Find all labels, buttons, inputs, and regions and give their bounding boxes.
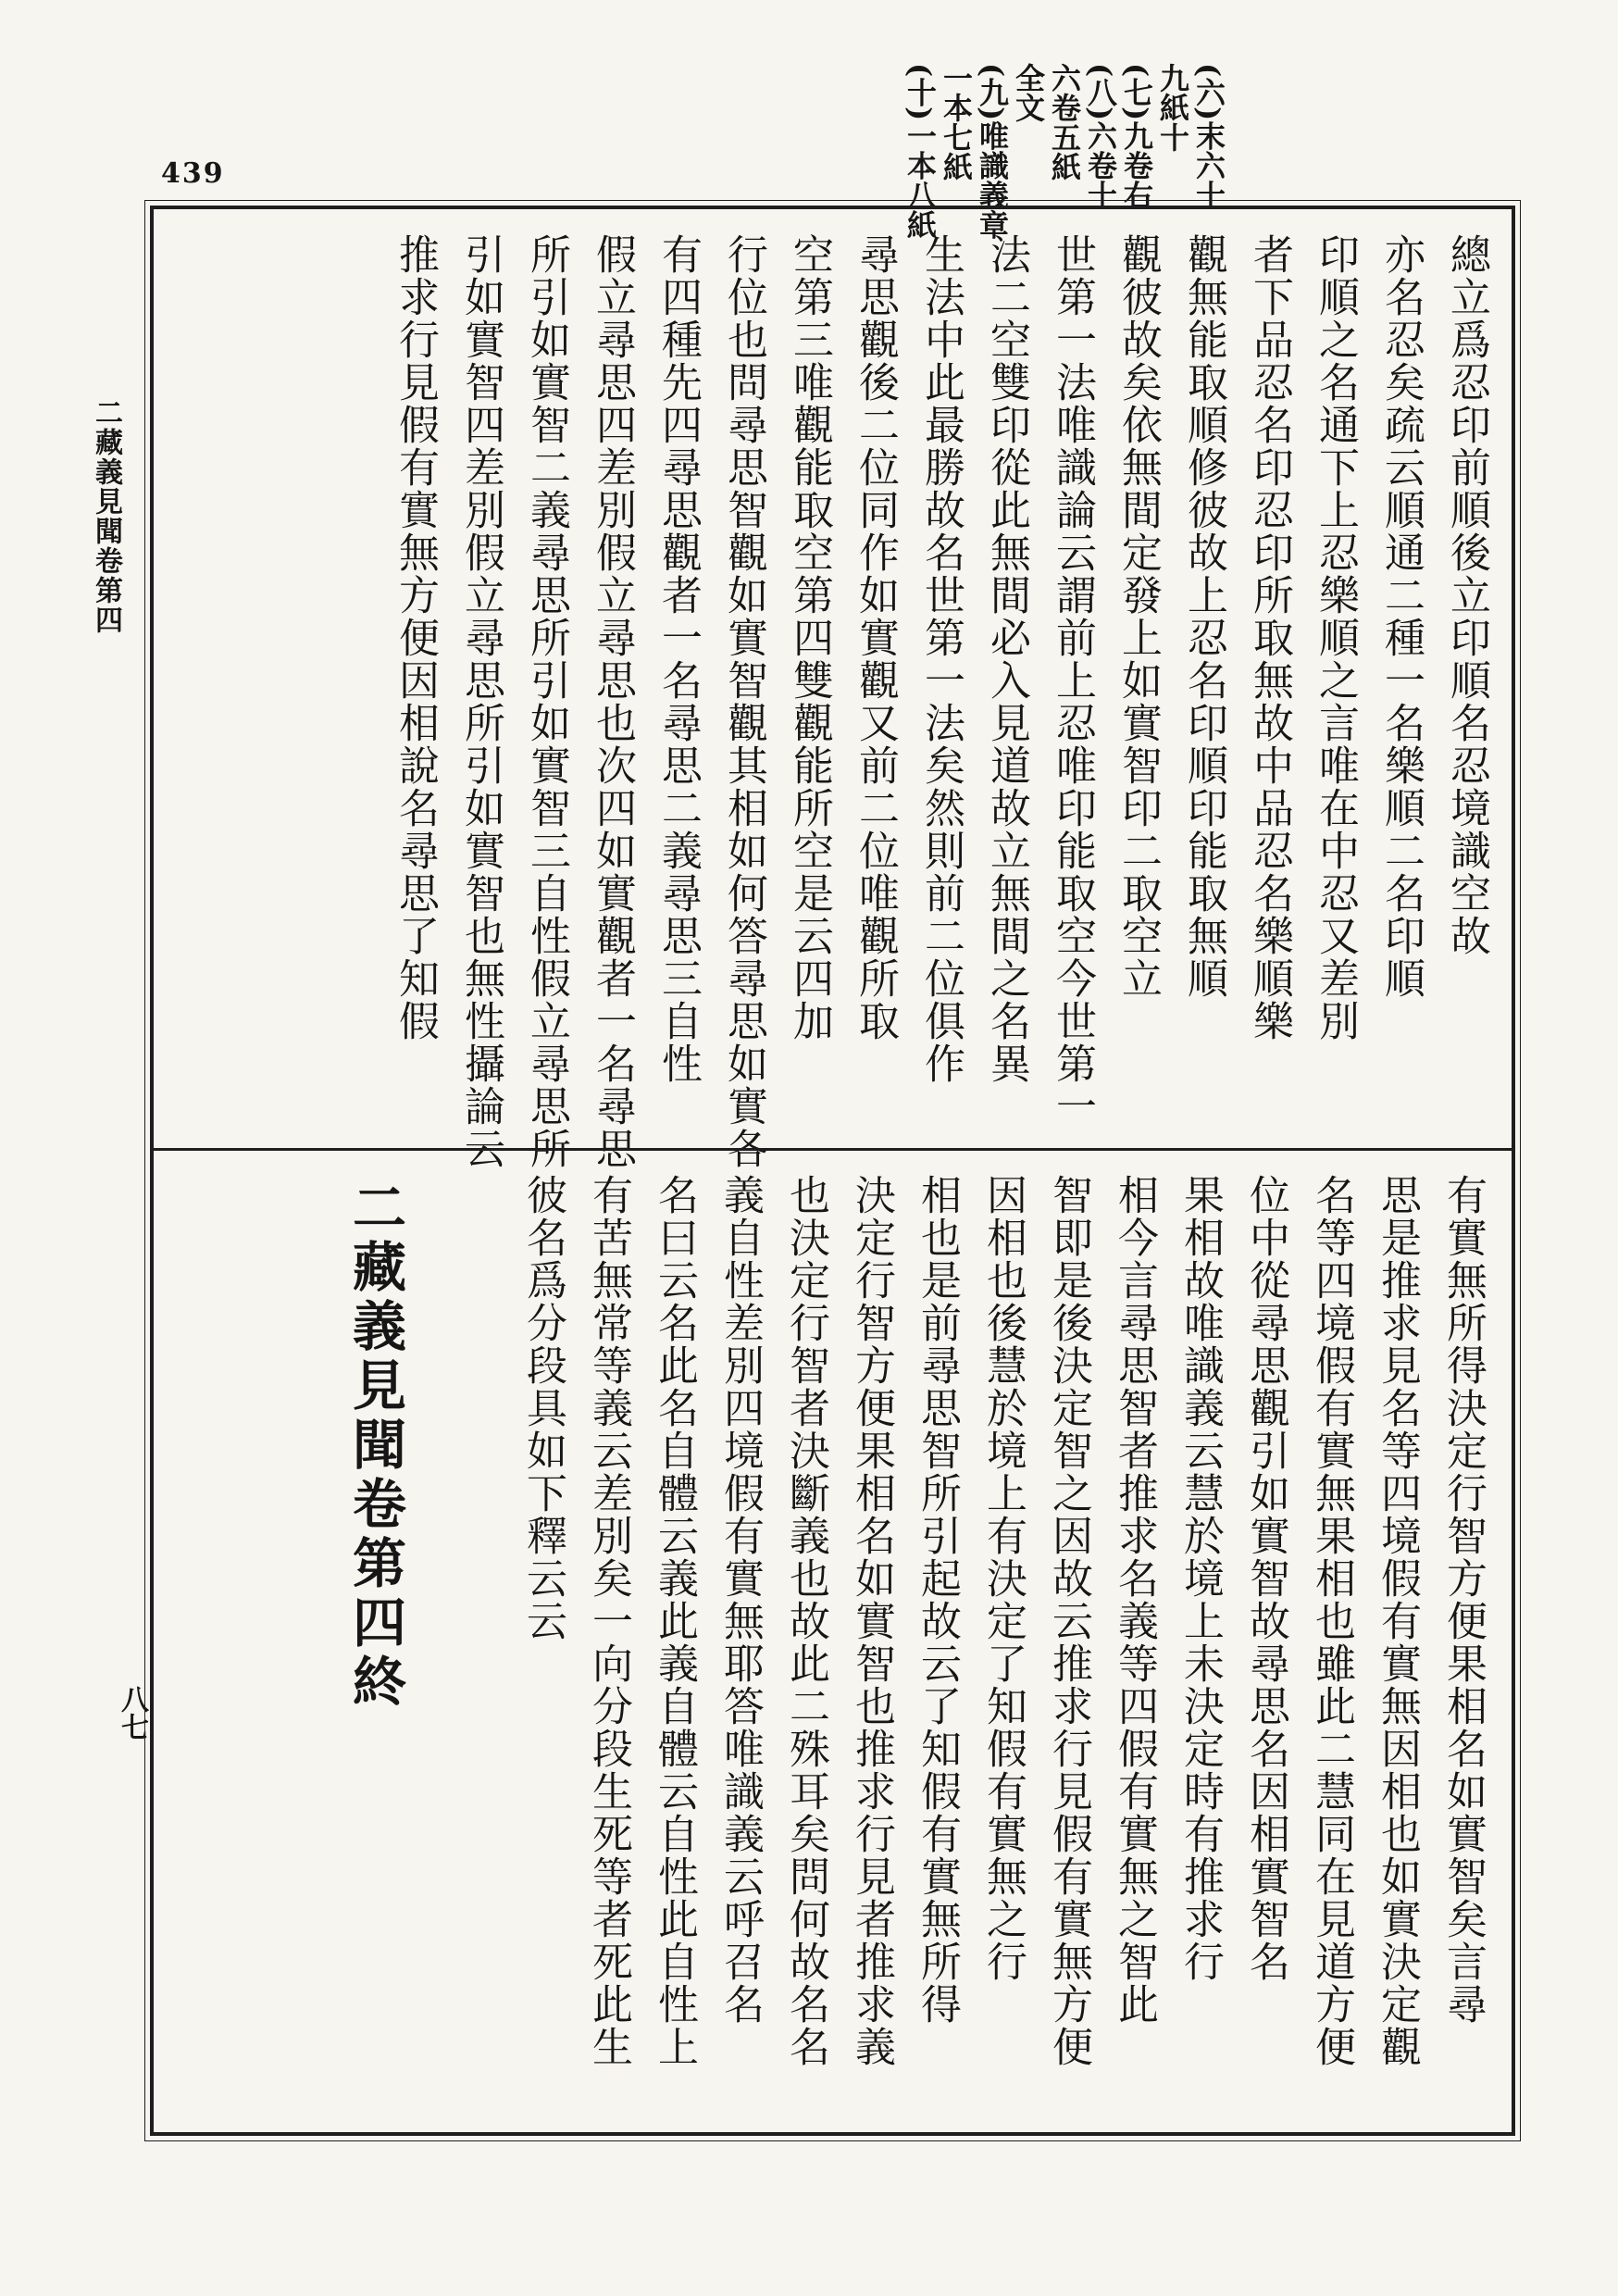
upper-register (386, 233, 1495, 1170)
margin-note: (十)一本八紙 (902, 63, 938, 240)
lower-register (340, 1174, 1491, 2118)
folio-number: 八七 (116, 1685, 148, 1741)
text-column: 因相也後慧於境上有決定了知假有實無之行 (979, 1174, 1027, 1983)
text-column: 也決定行智者決斷義也故此二殊耳矣問何故名名 (782, 1174, 829, 2068)
margin-note: 九紙十 (1155, 63, 1190, 152)
text-column: 名等四境假有實無果相也雖此二慧同在見道方便 (1308, 1174, 1355, 2068)
text-column: 觀彼故矣依無間定發上如實智印二取空立 (1114, 233, 1162, 1000)
text-column: 尋思觀後二位同作如實觀又前二位唯觀所取 (852, 233, 899, 1042)
margin-note: (八)六卷十 (1083, 63, 1118, 210)
text-column: 果相故唯識義云慧於境上未決定時有推求行 (1176, 1174, 1224, 1983)
text-column: 位中從尋思觀引如實智故尋思名因相實智名 (1242, 1174, 1289, 1983)
margin-note: 一本七紙 (939, 63, 974, 181)
text-column: 決定行智方便果相名如實智也推求行見者推求義 (848, 1174, 895, 2068)
text-column: 思是推求見名等四境假有實無因相也如實決定觀 (1374, 1174, 1421, 2068)
margin-note: 六卷五紙 (1047, 63, 1082, 181)
text-column: 總立爲忍印前順後立印順名忍境識空故 (1443, 233, 1490, 957)
text-frame (150, 206, 1515, 2136)
running-head: 二藏義見聞卷第四 (90, 398, 122, 635)
text-column: 推求行見假有實無方便因相說名尋思了知假 (392, 233, 439, 1042)
margin-note: (六)末六十 (1191, 63, 1226, 210)
text-column: 引如實智四差別假立尋思所引如實智也無性攝論云 (457, 233, 504, 1170)
text-column: 生法中此最勝故名世第一法矣然則前二位俱作 (917, 233, 965, 1085)
text-column: 觀無能取順修彼故上忍名印順印能取無順 (1180, 233, 1227, 1000)
page-number: 439 (161, 157, 225, 190)
text-column: 名曰云名此名自體云義此義自體云自性此自性上 (651, 1174, 698, 2068)
text-column: 世第一法唯識論云謂前上忍唯印能取空今世第一 (1049, 233, 1096, 1128)
text-column: 所引如實智二義尋思所引如實智三自性假立尋思所 (523, 233, 570, 1170)
margin-note: (九)唯識義章 (975, 63, 1010, 240)
margin-note: 全文 (1011, 63, 1046, 122)
text-column: 相也是前尋思智所引起故云了知假有實無所得 (914, 1174, 961, 2026)
text-column: 有四種先四尋思觀者一名尋思二義尋思三自性 (654, 233, 702, 1085)
volume-end-title: 二藏義見聞卷第四終 (343, 1179, 406, 1713)
text-column: 彼名爲分段具如下釋云云 (519, 1174, 566, 1642)
text-column: 法二空雙印從此無間必入見道故立無間之名異 (983, 233, 1030, 1085)
text-column: 義自性差別四境假有實無耶答唯識義云呼召名 (716, 1174, 764, 2026)
text-column: 亦名忍矣疏云順通二種一名樂順二名印順 (1377, 233, 1425, 1000)
register-divider (154, 1148, 1512, 1151)
blank-space (441, 1174, 505, 2118)
text-column: 行位也問尋思智觀如實智觀其相如何答尋思如實各 (720, 233, 767, 1170)
margin-note: (七)九卷右 (1119, 63, 1154, 210)
text-column: 假立尋思四差別假立尋思也次四如實觀者一名尋思 (589, 233, 636, 1170)
text-column: 者下品忍名印忍印所取無故中品忍名樂順樂 (1246, 233, 1293, 1042)
text-column: 相今言尋思智者推求名義等四假有實無之智此 (1111, 1174, 1158, 2026)
margin-notes (902, 63, 1226, 240)
text-column: 空第三唯觀能取空第四雙觀能所空是云四加 (786, 233, 833, 1042)
text-column: 有實無所得決定行智方便果相名如實智矣言尋 (1439, 1174, 1487, 2026)
text-column: 有苦無常等義云差別矣一向分段生死等者死此生 (585, 1174, 632, 2068)
text-column: 印順之名通下上忍樂順之言唯在中忍又差別 (1312, 233, 1359, 1042)
text-column: 智即是後決定智之因故云推求行見假有實無方便 (1045, 1174, 1092, 2068)
